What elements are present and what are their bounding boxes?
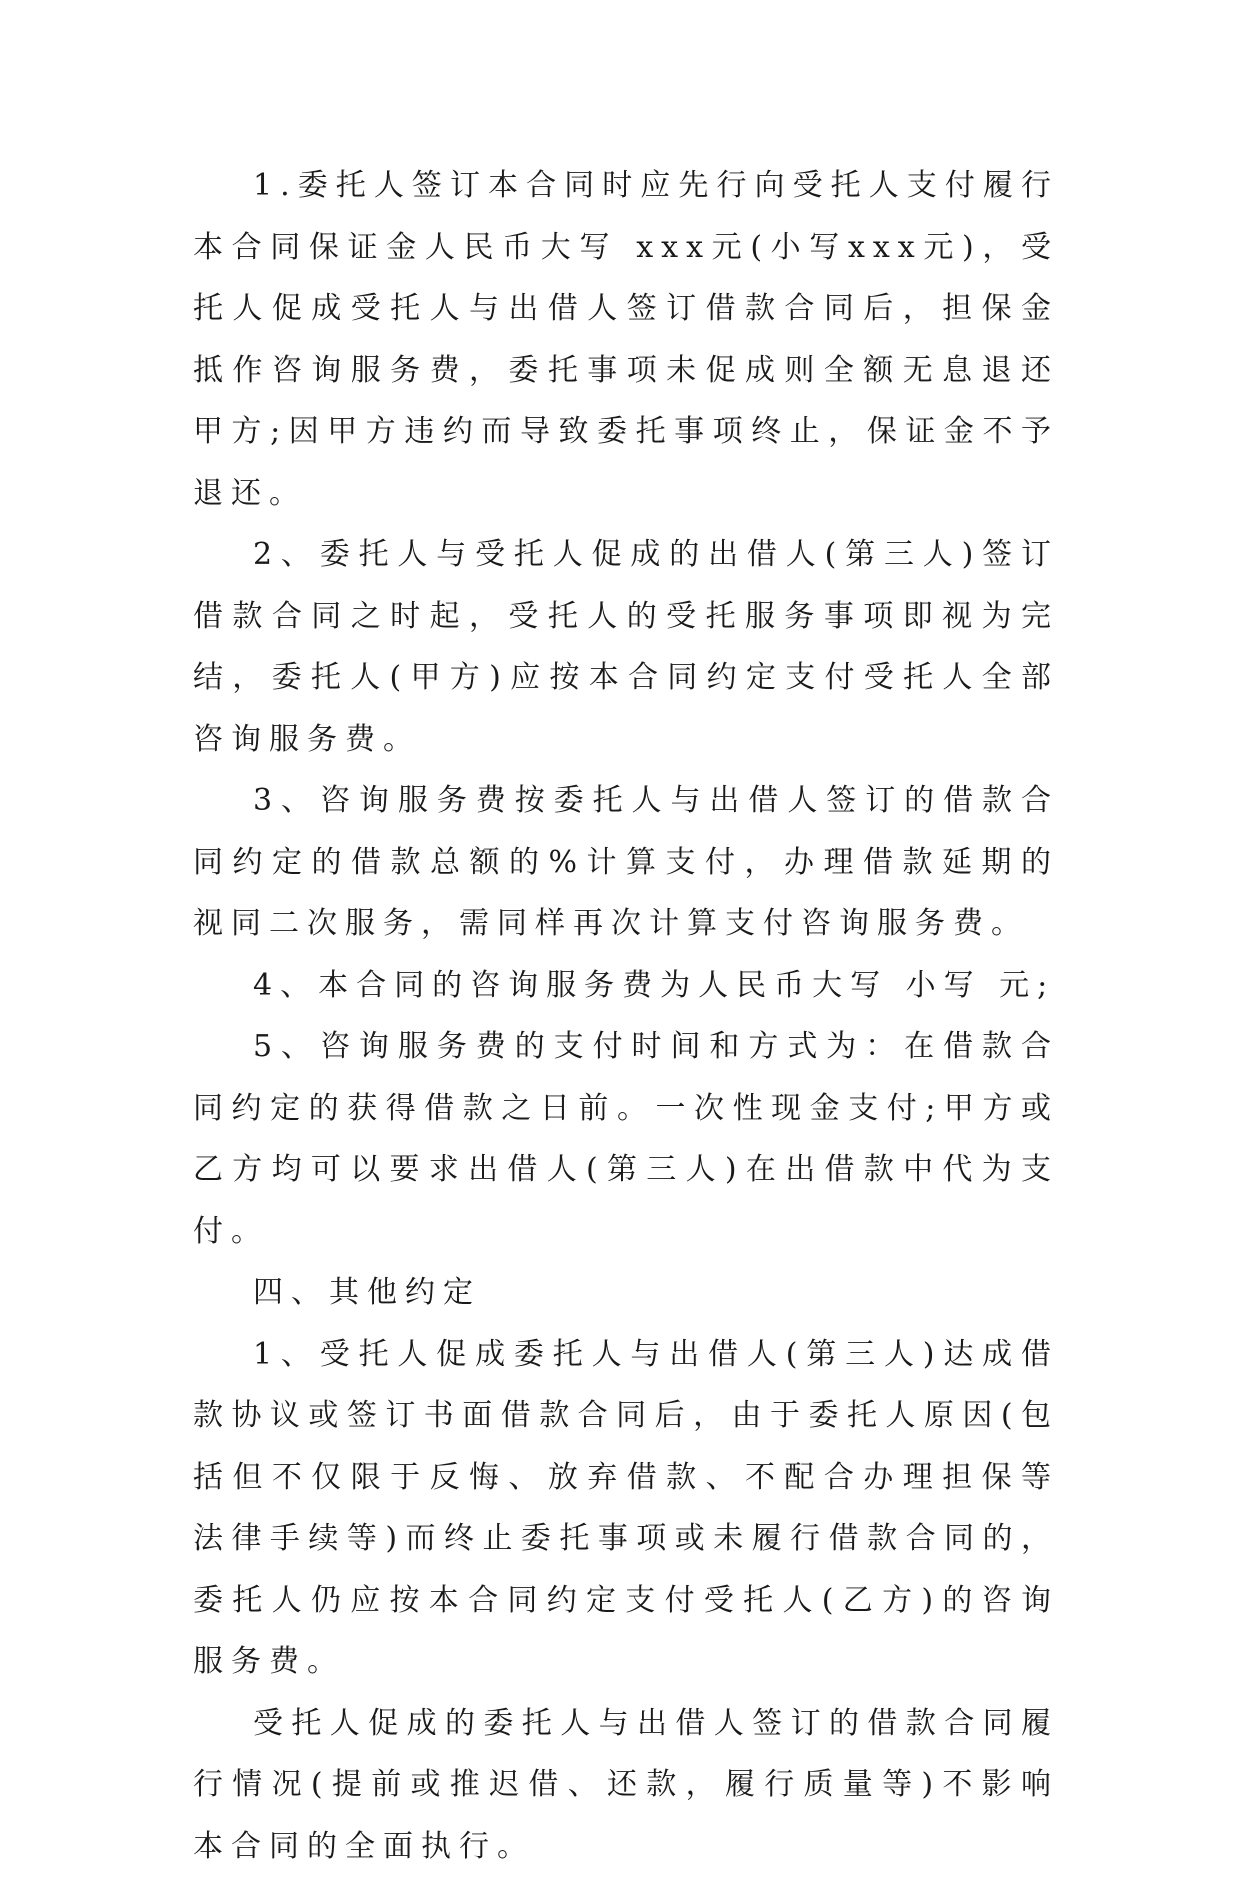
paragraph-termination: 1、受托人促成委托人与出借人(第三人)达成借款协议或签订书面借款合同后，由于委托人原因(包括但不仅限于反悔、放弃借款、不配合办理担保等法律手续等)而终止委托事项或未履行借款合同的，委托人仍应按本合同约定支付受托人(乙方)的咨询服务费。 <box>193 1324 1059 1693</box>
paragraph-payment-method: 5、咨询服务费的支付时间和方式为：在借款合同约定的获得借款之日前。一次性现金支付;甲方或乙方均可以要求出借人(第三人)在出借款中代为支付。 <box>193 1016 1059 1262</box>
paragraph-fee-calculation: 3、咨询服务费按委托人与出借人签订的借款合同约定的借款总额的%计算支付，办理借款延期的视同二次服务，需同样再次计算支付咨询服务费。 <box>193 770 1059 955</box>
paragraph-performance: 受托人促成的委托人与出借人签订的借款合同履行情况(提前或推迟借、还款，履行质量等)不影响本合同的全面执行。 <box>193 1693 1059 1877</box>
section-heading-other-terms: 四、其他约定 <box>193 1262 1059 1324</box>
paragraph-fee-amount: 4、本合同的咨询服务费为人民币大写 小写 元; <box>193 955 1059 1017</box>
paragraph-deposit: 1.委托人签订本合同时应先行向受托人支付履行本合同保证金人民币大写 xxx元(小写xxx元)，受托人促成受托人与出借人签订借款合同后，担保金抵作咨询服务费，委托事项未促成则全额无息退还甲方;因甲方违约而导致委托事项终止，保证金不予退还。 <box>193 155 1059 524</box>
paragraph-service-completion: 2、委托人与受托人促成的出借人(第三人)签订借款合同之时起，受托人的受托服务事项即视为完结，委托人(甲方)应按本合同约定支付受托人全部咨询服务费。 <box>193 524 1059 770</box>
document-body <box>193 155 1059 1877</box>
